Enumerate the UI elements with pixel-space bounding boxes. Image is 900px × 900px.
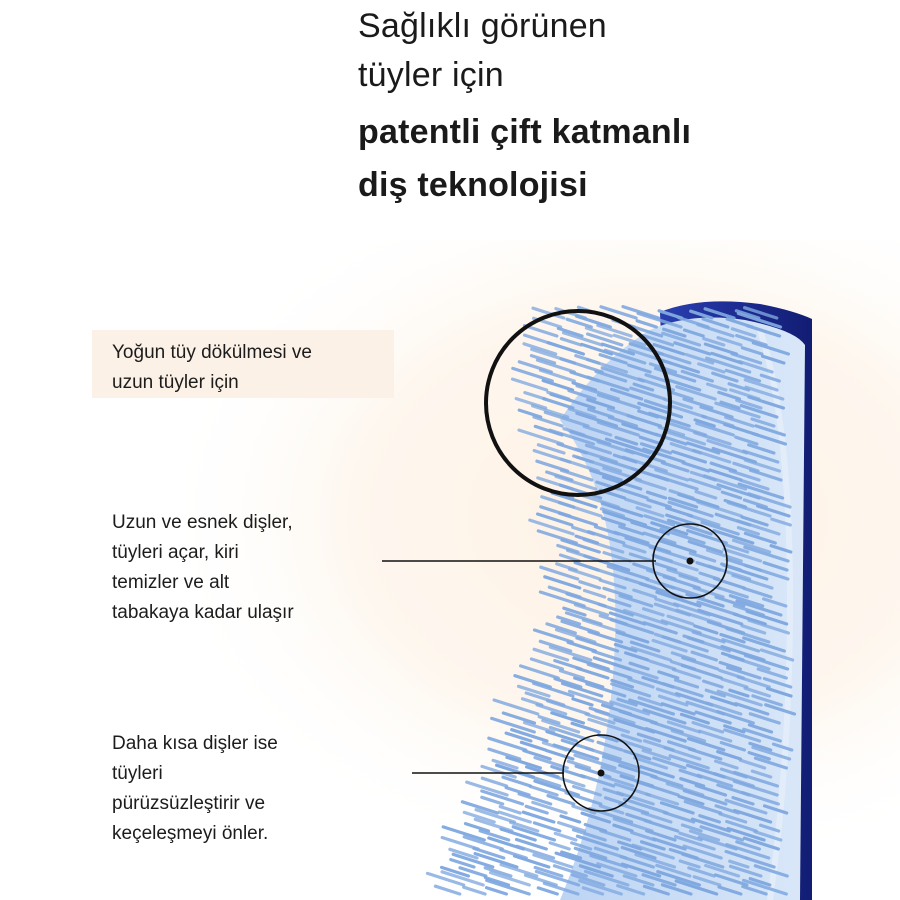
bristle — [428, 873, 464, 885]
bristle — [435, 886, 459, 894]
bristle — [559, 823, 585, 831]
bristle — [534, 417, 562, 426]
feature-label-2 — [112, 508, 294, 628]
bristle — [561, 555, 580, 561]
feature-1-line-2: uzun tüyler için — [112, 372, 239, 393]
feature-2-line-3: temizler ve alt — [112, 572, 230, 593]
feature-3-line-4: keçeleşmeyi önler. — [112, 823, 269, 844]
feature-2-line-1: Uzun ve esnek dişler, — [112, 512, 293, 533]
bristle — [464, 887, 485, 894]
feature-label-1 — [112, 338, 312, 398]
bristle — [487, 888, 507, 894]
feature-3-line-3: pürüzsüzleştirir ve — [112, 793, 266, 814]
bristle — [548, 796, 574, 804]
bristle — [585, 591, 605, 598]
feature-label-3 — [112, 729, 278, 849]
bristle — [466, 824, 489, 831]
feature-3-line-2: tüyleri — [112, 763, 163, 784]
callout-dot-icon — [598, 770, 605, 777]
headline-line-3: patentli çift katmanlı — [358, 113, 692, 151]
feature-3-line-1: Daha kısa dişler ise — [112, 733, 278, 754]
bristle — [637, 321, 656, 327]
bristle — [519, 410, 541, 417]
callout-dot-icon — [687, 558, 694, 565]
bristle — [543, 381, 572, 390]
headline-line-1: Sağlıklı görünen — [358, 7, 607, 45]
bristle — [555, 833, 576, 840]
bristle — [580, 582, 600, 588]
bristle — [521, 666, 559, 678]
bristle — [550, 843, 569, 849]
bristle — [489, 738, 526, 750]
headline-line-4: diş teknolojisi — [358, 166, 588, 204]
feature-2-line-4: tabakaya kadar ulaşır — [112, 602, 294, 623]
bristle — [489, 749, 520, 759]
bristle — [560, 671, 583, 678]
bristle — [561, 339, 581, 345]
bristle — [482, 778, 506, 786]
bristle — [561, 816, 580, 822]
bristle — [525, 393, 545, 399]
bristle — [516, 399, 546, 408]
feature-2-line-2: tüyleri açar, kiri — [112, 542, 239, 563]
bristle — [503, 713, 534, 723]
bristle — [538, 888, 557, 894]
headline-line-2: tüyler için — [358, 56, 504, 94]
feature-1-line-1: Yoğun tüy dökülmesi ve — [112, 342, 312, 363]
bristle — [573, 699, 592, 705]
bristle — [513, 379, 547, 390]
